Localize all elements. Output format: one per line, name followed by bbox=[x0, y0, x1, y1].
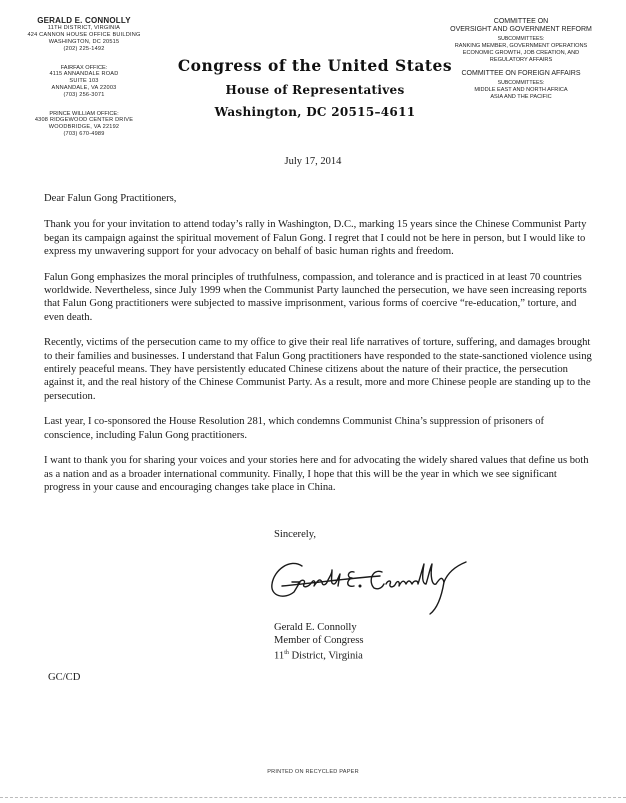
fairfax-address-line2: SUITE 103 bbox=[69, 78, 99, 84]
sender-address-block bbox=[14, 16, 154, 138]
pw-address-line2: WOODBRIDGE, VA 22192 bbox=[48, 124, 120, 130]
letter-body bbox=[44, 192, 592, 506]
district-suffix: th bbox=[284, 650, 289, 656]
salutation: Dear Falun Gong Practitioners, bbox=[44, 193, 177, 204]
committee2-sub-item1: MIDDLE EAST AND NORTH AFRICA bbox=[474, 87, 568, 93]
committee1-line1: COMMITTEE ON bbox=[493, 18, 549, 25]
committee2-subcommittees-label: SUBCOMMITTEES: bbox=[497, 80, 545, 86]
fairfax-address-line1: 4115 ANNANDALE ROAD bbox=[49, 71, 119, 77]
pw-phone: (703) 670-4989 bbox=[63, 131, 105, 137]
committee1-sub-item1: RANKING MEMBER, GOVERNMENT OPERATIONS bbox=[454, 43, 588, 49]
committee1-sub-item3: REGULATORY AFFAIRS bbox=[489, 57, 553, 63]
signer-name: Gerald E. Connolly bbox=[274, 622, 357, 633]
committee2-sub-item2: ASIA AND THE PACIFIC bbox=[490, 94, 552, 100]
dc-address-line1: 424 CANNON HOUSE OFFICE BUILDING bbox=[27, 32, 141, 38]
prince-william-office bbox=[14, 111, 154, 138]
signer-district bbox=[274, 647, 363, 663]
paragraph-5: I want to thank you for sharing your voices and your stories here and for advocating the widely shared values that define us both as a nation and as a broader international community. Finally, I hope that this will be the year in which we see significant progress in your cause and encouraging changes take place in China. bbox=[44, 455, 589, 493]
paragraph-4: Last year, I co-sponsored the House Resolution 281, which condemns Communist China’s suppression of prisoners of conscience, including Falun Gong practitioners. bbox=[44, 416, 545, 441]
signer-block bbox=[274, 621, 363, 663]
pw-address-line1: 4308 RIDGEWOOD CENTER DRIVE bbox=[34, 117, 134, 123]
letter-date: July 17, 2014 bbox=[284, 156, 342, 167]
district-rest: District, Virginia bbox=[288, 650, 363, 662]
recycled-paper-note: PRINTED ON RECYCLED PAPER bbox=[267, 769, 359, 775]
closing: Sincerely, bbox=[274, 529, 316, 540]
letterhead-title bbox=[170, 56, 460, 119]
committee2-title: COMMITTEE ON FOREIGN AFFAIRS bbox=[461, 70, 581, 77]
house-heading: House of Representatives bbox=[225, 83, 405, 97]
paragraph-1: Thank you for your invitation to attend today’s rally in Washington, D.C., marking 15 years since the Chinese Communist Party began its campaign against the spiritual movement of Falun Gong. I regret that I could not be here in person, but I would like to express my unwavering support for your advocacy on behalf of basic human rights and freedom. bbox=[44, 219, 587, 258]
sender-district: 11TH DISTRICT, VIRGINIA bbox=[47, 25, 121, 31]
sender-name: GERALD E. CONNOLLY bbox=[37, 16, 131, 25]
fairfax-phone: (703) 256-3071 bbox=[63, 92, 105, 98]
typist-initials: GC/CD bbox=[48, 672, 81, 683]
paragraph-2: Falun Gong emphasizes the moral principles of truthfulness, compassion, and tolerance and is practiced in at least 70 countries worldwide. Nevertheless, since July 1999 when the Communist Party launched the persecution, we have seen increasing reports that Falun Gong practitioners were subjected to massive imprisonment, various forms of coercive “re-education,” torture, and even death. bbox=[44, 271, 587, 323]
committee1-subcommittees-label: SUBCOMMITTEES: bbox=[497, 36, 545, 42]
pw-office-title: PRINCE WILLIAM OFFICE: bbox=[49, 111, 119, 117]
congress-heading: Congress of the United States bbox=[177, 56, 453, 75]
signer-title: Member of Congress bbox=[274, 635, 364, 646]
paragraph-3: Recently, victims of the persecution came to my office to give their real life narratives of torture, suffering, and damages brought to their families and businesses. I understand that Falun Gong practitioners have responded to the state-sanctioned violence using entirely peaceful means. They have persistently educated Chinese citizens about the nature of their practice, the persecution against it, and the real history of the Chinese Communist Party. As a result, more and more Chinese people are standing up to the persecution. bbox=[44, 337, 592, 402]
dc-address-line2: WASHINGTON, DC 20515 bbox=[48, 39, 120, 45]
fairfax-office-title: FAIRFAX OFFICE: bbox=[60, 65, 108, 71]
handwritten-signature bbox=[262, 548, 482, 616]
committee1-sub-item2: ECONOMIC GROWTH, JOB CREATION, AND bbox=[462, 50, 580, 56]
scan-edge-line bbox=[0, 797, 626, 798]
dc-phone: (202) 225-1492 bbox=[63, 46, 105, 52]
committee1-line2: OVERSIGHT AND GOVERNMENT REFORM bbox=[450, 26, 592, 33]
committee-block bbox=[432, 18, 610, 101]
district-number: 11 bbox=[274, 650, 285, 662]
washington-heading: Washington, DC 20515–4611 bbox=[214, 105, 416, 119]
fairfax-address-line3: ANNANDALE, VA 22003 bbox=[51, 85, 117, 91]
fairfax-office bbox=[14, 65, 154, 99]
